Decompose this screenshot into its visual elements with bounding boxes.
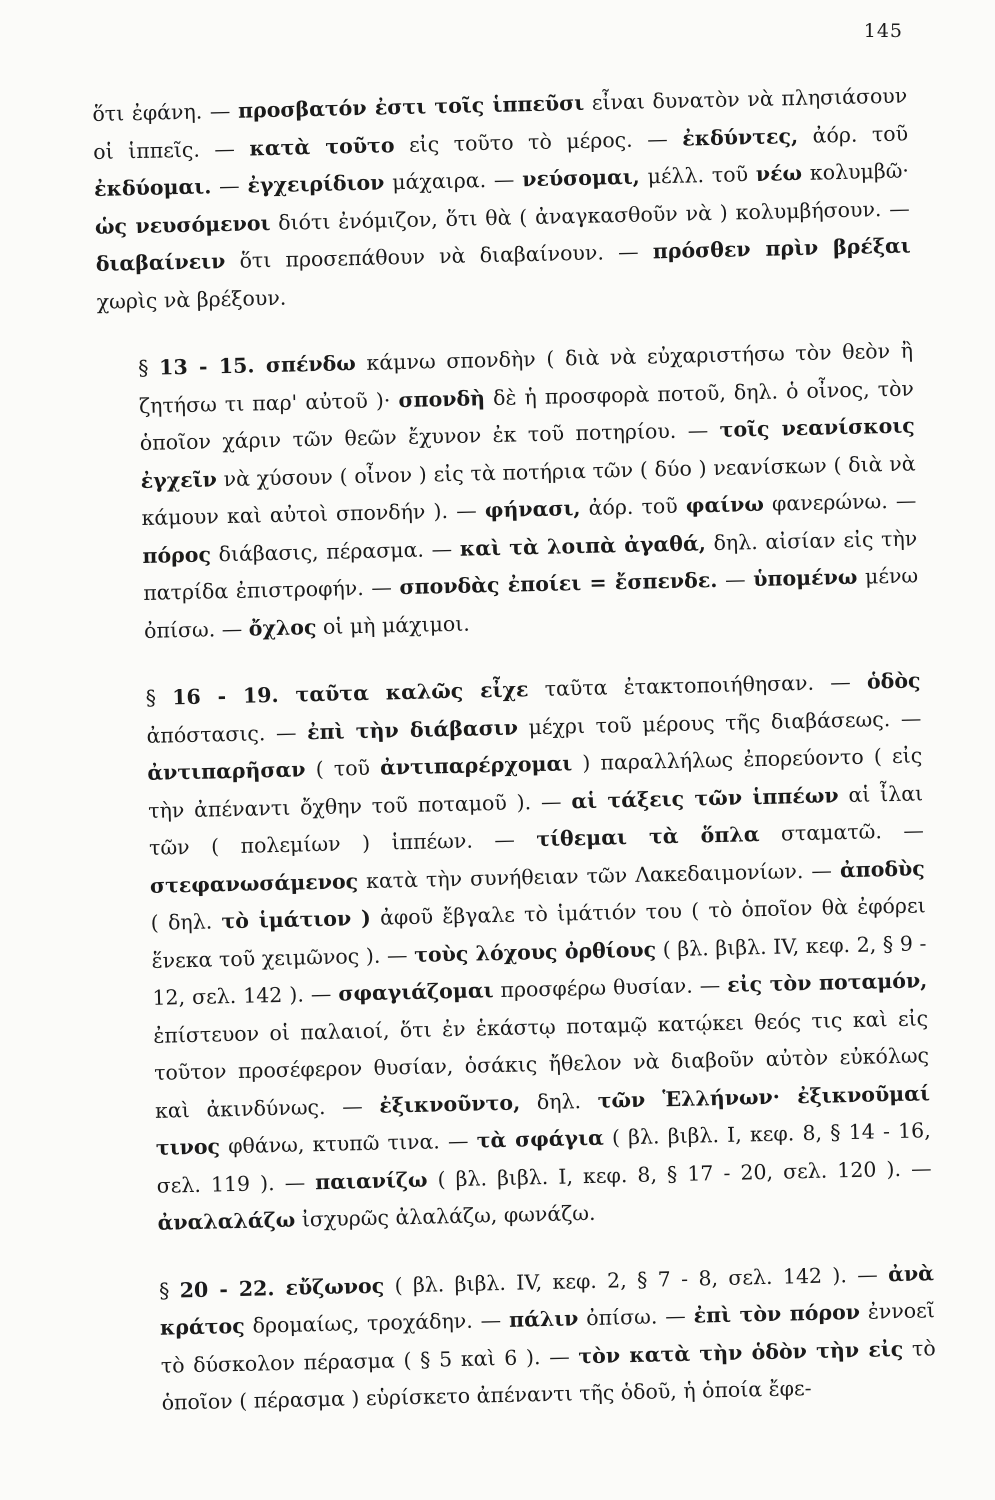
text-run: § — [158, 1277, 181, 1303]
text-run: προσφέρω θυσίαν. — — [493, 972, 728, 1003]
bold-term: πόρος — [142, 541, 212, 568]
paragraph — [119, 1255, 937, 1423]
text-run: ) παραλλήλως ἐπορεύοντο ( εἰς τὴν ἀπέναντι ὄχθην τοῦ ποταμοῦ ). — — [147, 743, 923, 823]
bold-term: τὸν κατὰ τὴν ὁδὸν τὴν εἰς — [578, 1336, 904, 1368]
text-run: ὀπίσω. — — [578, 1303, 694, 1331]
bold-term: ἀνὰ κράτος — [159, 1260, 935, 1340]
bold-term: 20 - 22. εὔζωνος — [179, 1273, 385, 1302]
text-run: αἱ ἶλαι τῶν ( πολεμίων ) ἱππέων. — — [148, 780, 924, 860]
text-run: ἐπίστευον οἱ παλαιοί, ὅτι ἐν ἑκάστῳ ποταμῷ κατῴκει θεός τις καὶ εἰς τοῦτον προσέφερον θυσίαν, ὁσάκις ἤθελον νὰ διαβοῦν αὐτὸν εὐκόλως καὶ ἀκινδύνως. — — [153, 1005, 930, 1123]
bold-term: τὰ σφάγια — [476, 1125, 605, 1153]
bold-term: ἀναλαλάζω — [157, 1207, 296, 1235]
text-run: δηλ. — [519, 1088, 598, 1115]
paragraph — [92, 78, 912, 321]
text-run: διότι ἐνόμιζον, ὅτι θὰ ( ἀναγκασθοῦν νὰ ) κολυμβήσουν. — — [270, 195, 911, 235]
text-run: ( βλ. βιβλ. I, κεφ. 8, § 14 - 16, σελ. 119 ). — — [156, 1118, 931, 1198]
text-run: — — [717, 567, 754, 592]
bold-term: σπονδὴ — [398, 385, 486, 412]
text-run: ἐννοεῖ τὸ δύσκολον πέρασμα ( § 5 καὶ 6 ). — — [160, 1298, 936, 1378]
text-run: ἰσχυρῶς ἀλαλάζω, φωνάζω. — [295, 1200, 596, 1232]
text-run: μέλλ. τοῦ — [639, 161, 757, 189]
bold-term: καὶ τὰ λοιπὰ ἀγαθά, — [459, 530, 707, 561]
bold-term: ὡς νευσόμενοι — [94, 210, 271, 239]
bold-term: σπονδὰς ἐποίει = ἔσπενδε. — [399, 567, 718, 600]
bold-term: φαίνω — [685, 491, 765, 518]
bold-term: αἱ τάξεις τῶν ἱππέων — [571, 782, 839, 813]
bold-term: ἀντιπαρέρχομαι — [379, 751, 573, 780]
text-run: δρομαίως, τροχάδην. — — [244, 1307, 510, 1338]
text-run: ὅτι προσεπάθουν νὰ διαβαίνουν. — — [225, 239, 654, 274]
text-run: ἀόρ. τοῦ — [580, 493, 687, 521]
bold-term: ἐπὶ τὸν πόρον — [693, 1299, 861, 1328]
text-run: ἀφοῦ ἔβγαλε τὸ ἱμάτιόν του ( τὸ ὁποῖον θὰ ἐφόρει ἕνεκα τοῦ χειμῶνος ). — — [151, 893, 926, 973]
text-run: σταματῶ. — — [759, 818, 925, 847]
bold-term: τίθεμαι τὰ ὅπλα — [536, 822, 760, 852]
paragraph — [105, 662, 933, 1243]
bold-term: ἐπὶ τὴν διάβασιν — [306, 715, 519, 744]
text-run: ἀόρ. τοῦ — [797, 120, 909, 148]
bold-term: στεφανωσάμενος — [149, 868, 359, 898]
text-run: εἰς τοῦτο τὸ μέρος. — — [394, 126, 683, 157]
text-run: ταῦτα ἐτακτοποιήθησαν. — — [528, 669, 868, 702]
text-run: νὰ χύσουν ( οἶνον ) εἰς τὰ ποτήρια τῶν ( δύο ) νεανίσκων ( διὰ νὰ κάμουν καὶ αὐτοὶ σπονδήν ). — — [141, 450, 916, 530]
text-run: ( βλ. βιβλ. I, κεφ. 8, § 17 - 20, σελ. 120 ). — — [427, 1155, 932, 1192]
text-run: μάχαιρα. — — [384, 167, 523, 195]
text-run: — — [211, 173, 248, 199]
text-run: ἀπόστασις. — — [146, 719, 308, 748]
bold-term: πρόσθεν πρὶν βρέξαι — [652, 233, 911, 264]
bold-term: τὸ ἱμάτιον ) — [221, 905, 372, 934]
bold-term: σφαγιάζομαι — [338, 978, 494, 1006]
bold-term: 13 - 15. σπένδω — [158, 351, 357, 380]
paragraph — [98, 332, 920, 650]
bold-term: διαβαίνειν — [95, 249, 226, 276]
text-run: δηλ. αἰσίαν εἰς τὴν πατρίδα ἐπιστροφήν. — — [143, 525, 918, 605]
bold-term: ἐκδύομαι. — [93, 174, 212, 201]
bold-term: ἐξικνοῦντο, — [379, 1090, 521, 1118]
text-run: ( βλ. βιβλ. IV, κεφ. 2, § 7 - 8, σελ. 142 ). — — [383, 1261, 889, 1298]
bold-term: κατὰ τοῦτο — [249, 132, 395, 160]
bold-term: ἀποδὺς — [839, 855, 925, 882]
text-run: μένω ὀπίσω. — — [143, 563, 919, 643]
text-run: κατὰ τὴν συνήθειαν τῶν Λακεδαιμονίων. — — [357, 857, 841, 893]
text-run: χωρὶς νὰ βρέξουν. — [96, 285, 287, 314]
text-run: κάμνω σπονδὴν ( διὰ νὰ εὐχαριστήσω τὸν θεὸν ἢ ζητήσω τι παρ' αὐτοῦ )· — [138, 338, 914, 418]
text-run: οἱ μὴ μάχιμοι. — [316, 611, 471, 639]
bold-term: φήνασι, — [484, 496, 581, 523]
text-run: διάβασις, πέρασμα. — — [210, 536, 461, 566]
text-run: ( τοῦ — [305, 755, 381, 782]
bold-term: τοὺς λόχους ὀρθίους — [413, 936, 657, 967]
bold-term: τῶν Ἑλλήνων· ἐξικνοῦμαί τινος — [155, 1080, 931, 1160]
text-run: τὸ ὁποῖον ( πέρασμα ) εὑρίσκετο ἀπέναντι τῆς ὁδοῦ, ἡ ὁποία ἔφε- — [161, 1335, 936, 1415]
text-run: κολυμβῶ· — [801, 158, 910, 185]
bold-term: ἐκδύντες, — [681, 123, 799, 151]
text-run: ( βλ. βιβλ. IV, κεφ. 2, § 9 - 12, σελ. 142 ). — — [152, 930, 927, 1010]
text-run: μέχρι τοῦ μέρους τῆς διαβάσεως. — — [517, 705, 922, 739]
page-number: 145 — [863, 20, 903, 42]
bold-term: ὑπομένω — [752, 564, 858, 592]
text-run: φθάνω, κτυπῶ τινα. — — [219, 1128, 477, 1159]
text-run: φανερώνω. — — [763, 488, 917, 516]
text-run: § — [137, 355, 160, 381]
text-run: δὲ ἡ προσφορὰ ποτοῦ, δηλ. ὁ οἶνος, τὸν ὁποῖον χάριν τῶν θεῶν ἔχυνον ἐκ τοῦ ποτηρίου. — — [139, 375, 915, 455]
page-body — [92, 78, 937, 1424]
bold-term: προσβατόν ἐστι τοῖς ἱππεῦσι — [237, 90, 585, 123]
bold-term: ὁδὸς — [866, 668, 921, 694]
bold-term: 16 - 19. ταῦτα καλῶς εἶχε — [171, 677, 529, 710]
bold-term: παιανίζω — [314, 1167, 428, 1194]
text-run: εἶναι δυνατὸν νὰ πλησιάσουν οἱ ἱππεῖς. — — [92, 83, 908, 164]
bold-term: ἐγχειρίδιον — [247, 170, 385, 198]
bold-term: νεύσομαι, — [521, 164, 641, 192]
text-run: ὅτι ἐφάνη. — — [92, 98, 239, 126]
bold-term: τοῖς νεανίσκοις ἐγχεῖν — [140, 413, 915, 493]
text-run: ( δηλ. — [150, 909, 222, 935]
bold-term: ἀντιπαρῆσαν — [147, 757, 306, 785]
bold-term: πάλιν — [508, 1306, 579, 1332]
bold-term: ὄχλος — [248, 614, 317, 641]
bold-term: νέω — [755, 160, 803, 186]
text-run: § — [145, 685, 173, 710]
bold-term: εἰς τὸν ποταμόν, — [726, 968, 928, 997]
